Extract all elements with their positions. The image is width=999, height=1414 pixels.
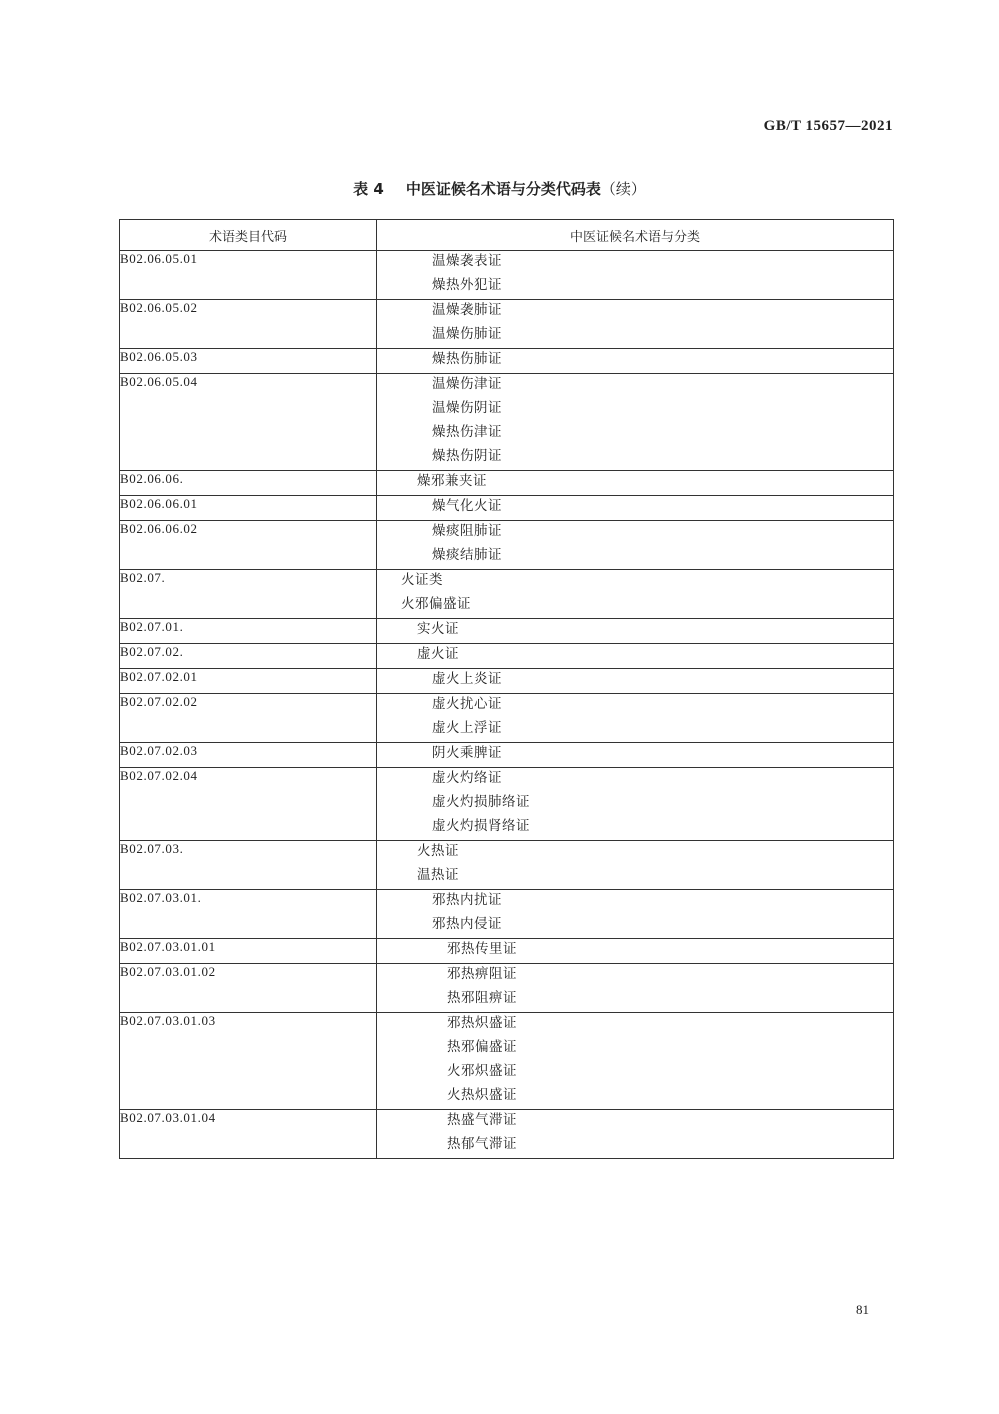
term-name: 热邪阻痹证 [447, 990, 517, 1006]
term-code-cell: B02.07.02.01 [120, 669, 377, 694]
term-names-cell [377, 251, 894, 300]
term-name: 邪热炽盛证 [447, 1015, 517, 1031]
table-row [120, 1013, 894, 1110]
term-names-cell [377, 694, 894, 743]
term-code-cell: B02.06.05.02 [120, 300, 377, 349]
term-name: 火邪偏盛证 [401, 596, 471, 612]
term-names-cell [377, 644, 894, 669]
term-names-cell [377, 669, 894, 694]
term-name: 邪热内扰证 [432, 892, 502, 908]
table-row [120, 669, 894, 694]
term-name: 实火证 [417, 621, 459, 637]
term-names-cell [377, 619, 894, 644]
page-number: 81 [856, 1302, 869, 1317]
table-row [120, 743, 894, 768]
term-name: 火证类 [401, 572, 443, 588]
table-row [120, 570, 894, 619]
term-code-cell: B02.06.05.01 [120, 251, 377, 300]
column-header-terms: 中医证候名术语与分类 [377, 220, 894, 251]
term-code-cell: B02.07.03. [120, 841, 377, 890]
term-names-cell [377, 471, 894, 496]
term-code-cell: B02.07. [120, 570, 377, 619]
term-code-cell: B02.06.05.04 [120, 374, 377, 471]
term-code-cell: B02.06.06.01 [120, 496, 377, 521]
table-row [120, 939, 894, 964]
term-code-cell: B02.07.02.04 [120, 768, 377, 841]
term-code-cell: B02.07.02.03 [120, 743, 377, 768]
table-row [120, 251, 894, 300]
term-name: 燥热伤阴证 [432, 448, 502, 464]
term-names-cell [377, 1013, 894, 1110]
term-name: 温燥伤阴证 [432, 400, 502, 416]
table-row [120, 841, 894, 890]
term-code-cell: B02.06.05.03 [120, 349, 377, 374]
term-names-cell [377, 349, 894, 374]
table-row [120, 694, 894, 743]
term-code-cell: B02.07.03.01.04 [120, 1110, 377, 1159]
term-names-cell [377, 521, 894, 570]
term-code-cell: B02.07.02. [120, 644, 377, 669]
table-body [120, 251, 894, 1159]
table-row [120, 496, 894, 521]
term-name: 热邪偏盛证 [447, 1039, 517, 1055]
table-title-suffix: （续） [600, 180, 646, 198]
table-row [120, 374, 894, 471]
term-name: 燥气化火证 [432, 498, 502, 514]
term-name: 邪热痹阻证 [447, 966, 517, 982]
term-code-cell: B02.06.06.02 [120, 521, 377, 570]
table-row [120, 768, 894, 841]
term-names-cell [377, 570, 894, 619]
term-code-cell: B02.07.03.01. [120, 890, 377, 939]
term-name: 温燥袭表证 [432, 253, 502, 269]
term-name: 邪热传里证 [447, 941, 517, 957]
term-name: 邪热内侵证 [432, 916, 502, 932]
table-row [120, 890, 894, 939]
term-name: 温燥伤津证 [432, 376, 502, 392]
term-name: 虚火上炎证 [432, 671, 502, 687]
term-names-cell [377, 841, 894, 890]
table-title: 中医证候名术语与分类代码表 [405, 180, 601, 198]
term-code-cell: B02.07.01. [120, 619, 377, 644]
term-code-cell: B02.06.06. [120, 471, 377, 496]
table-number: 表 4 [353, 180, 384, 198]
table-row [120, 349, 894, 374]
table-caption [0, 178, 999, 199]
term-name: 温燥伤肺证 [432, 326, 502, 342]
column-header-code: 术语类目代码 [120, 220, 377, 251]
term-names-cell [377, 1110, 894, 1159]
term-names-cell [377, 939, 894, 964]
term-name: 燥热伤肺证 [432, 351, 502, 367]
term-name: 燥痰结肺证 [432, 547, 502, 563]
term-names-cell [377, 374, 894, 471]
term-name: 虚火扰心证 [432, 696, 502, 712]
term-name: 虚火灼损肾络证 [432, 818, 530, 834]
term-name: 热盛气滞证 [447, 1112, 517, 1128]
table-row [120, 521, 894, 570]
term-name: 温热证 [417, 867, 459, 883]
term-name: 火热证 [417, 843, 459, 859]
table-row [120, 964, 894, 1013]
term-names-cell [377, 964, 894, 1013]
standard-code: GB/T 15657—2021 [763, 118, 893, 134]
term-name: 火热炽盛证 [447, 1087, 517, 1103]
term-name: 燥邪兼夹证 [417, 473, 487, 489]
term-names-cell [377, 768, 894, 841]
term-name: 虚火上浮证 [432, 720, 502, 736]
table-row [120, 644, 894, 669]
term-name: 燥热伤津证 [432, 424, 502, 440]
table-row [120, 1110, 894, 1159]
table-row [120, 471, 894, 496]
term-name: 虚火灼损肺络证 [432, 794, 530, 810]
term-name: 燥痰阻肺证 [432, 523, 502, 539]
term-names-cell [377, 890, 894, 939]
term-code-cell: B02.07.03.01.03 [120, 1013, 377, 1110]
term-name: 热郁气滞证 [447, 1136, 517, 1152]
term-code-cell: B02.07.03.01.01 [120, 939, 377, 964]
term-names-cell [377, 300, 894, 349]
term-names-cell [377, 743, 894, 768]
table-row [120, 300, 894, 349]
term-name: 燥热外犯证 [432, 277, 502, 293]
term-name: 温燥袭肺证 [432, 302, 502, 318]
term-name: 阴火乘脾证 [432, 745, 502, 761]
term-name: 火邪炽盛证 [447, 1063, 517, 1079]
terminology-table [119, 219, 894, 1159]
term-name: 虚火灼络证 [432, 770, 502, 786]
term-name: 虚火证 [417, 646, 459, 662]
term-code-cell: B02.07.02.02 [120, 694, 377, 743]
table-header-row [120, 220, 894, 251]
table-row [120, 619, 894, 644]
term-code-cell: B02.07.03.01.02 [120, 964, 377, 1013]
term-names-cell [377, 496, 894, 521]
